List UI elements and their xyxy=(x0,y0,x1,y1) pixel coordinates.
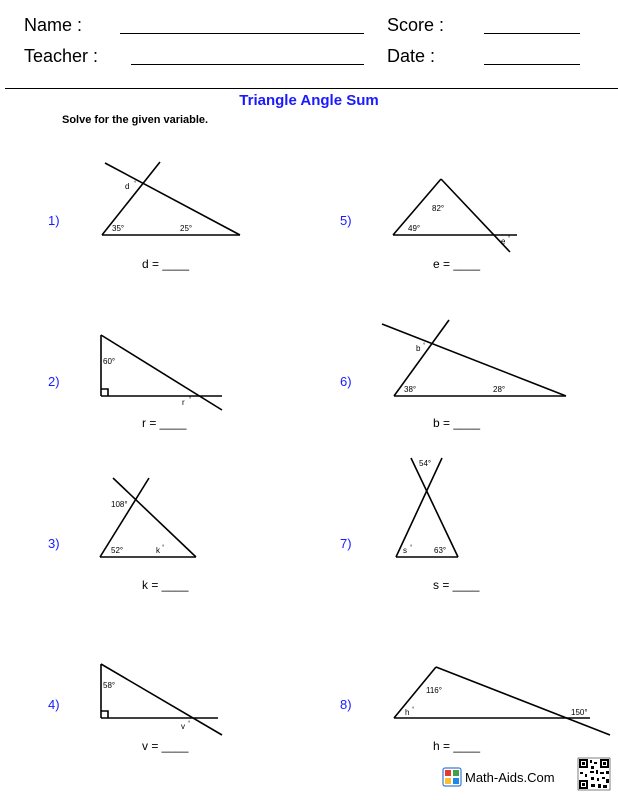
problem-number-2: 2) xyxy=(48,374,60,389)
label-2-angle: 60° xyxy=(103,357,116,366)
label-3-angle-top: 108° xyxy=(111,500,128,509)
label-5-angle-top: 82° xyxy=(432,204,445,213)
date-label: Date : xyxy=(387,46,436,66)
label-1-angle-a: 35° xyxy=(112,224,125,233)
label-1-deg: ° xyxy=(134,181,137,187)
problem-number-3: 3) xyxy=(48,536,60,551)
label-8-angle-ext: 150° xyxy=(571,708,588,717)
label-3-k: k xyxy=(156,546,160,555)
label-6-angle-b: 28° xyxy=(493,385,506,394)
label-2-r: r xyxy=(182,398,185,407)
label-3-angle-a: 52° xyxy=(111,546,124,555)
diagram-8 xyxy=(394,667,610,735)
answer-blank-7[interactable]: s = ____ xyxy=(433,578,480,592)
qr-code-icon xyxy=(578,758,610,790)
problem-number-7: 7) xyxy=(340,536,352,551)
problem-number-5: 5) xyxy=(340,213,352,228)
label-1-angle-b: 25° xyxy=(180,224,193,233)
label-8-deg: ° xyxy=(412,707,415,713)
label-7-angle-top: 54° xyxy=(419,459,432,468)
answer-blank-8[interactable]: h = ____ xyxy=(433,739,481,753)
answer-blank-4[interactable]: v = ____ xyxy=(142,739,189,753)
instructions: Solve for the given variable. xyxy=(62,114,209,126)
label-2-deg: ° xyxy=(189,397,192,403)
answer-blank-5[interactable]: e = ____ xyxy=(433,257,481,271)
label-5-e: e xyxy=(501,237,506,246)
page-title: Triangle Angle Sum xyxy=(239,92,379,109)
diagram-7 xyxy=(396,458,458,557)
label-5-deg: ° xyxy=(508,236,511,242)
label-4-deg: ° xyxy=(188,721,191,727)
label-8-angle-top: 116° xyxy=(426,686,442,695)
problem-number-8: 8) xyxy=(340,697,352,712)
label-6-angle-a: 38° xyxy=(404,385,417,394)
diagram-5 xyxy=(393,179,517,252)
calculator-icon xyxy=(443,768,461,786)
answer-blank-3[interactable]: k = ____ xyxy=(142,578,189,592)
diagram-4 xyxy=(101,664,222,735)
label-4-v: v xyxy=(181,722,185,731)
label-5-angle-a: 49° xyxy=(408,224,421,233)
label-6-deg: ° xyxy=(423,343,426,349)
label-3-deg: ° xyxy=(162,545,165,551)
footer-site-name: Math-Aids.Com xyxy=(465,770,555,785)
answer-blank-1[interactable]: d = ____ xyxy=(142,257,190,271)
label-7-s: s xyxy=(403,546,407,555)
answer-blank-2[interactable]: r = ____ xyxy=(142,416,187,430)
label-8-h: h xyxy=(405,708,410,717)
problem-number-1: 1) xyxy=(48,213,60,228)
label-4-angle: 58° xyxy=(103,681,116,690)
answer-blank-6[interactable]: b = ____ xyxy=(433,416,481,430)
label-7-angle-b: 63° xyxy=(434,546,447,555)
label-6-b: b xyxy=(416,344,421,353)
label-1-d: d xyxy=(125,182,130,191)
teacher-label: Teacher : xyxy=(24,46,99,66)
problem-number-6: 6) xyxy=(340,374,352,389)
name-label: Name : xyxy=(24,15,83,35)
diagram-2 xyxy=(101,335,222,410)
score-label: Score : xyxy=(387,15,445,35)
problem-number-4: 4) xyxy=(48,697,60,712)
label-7-deg: ° xyxy=(410,545,413,551)
